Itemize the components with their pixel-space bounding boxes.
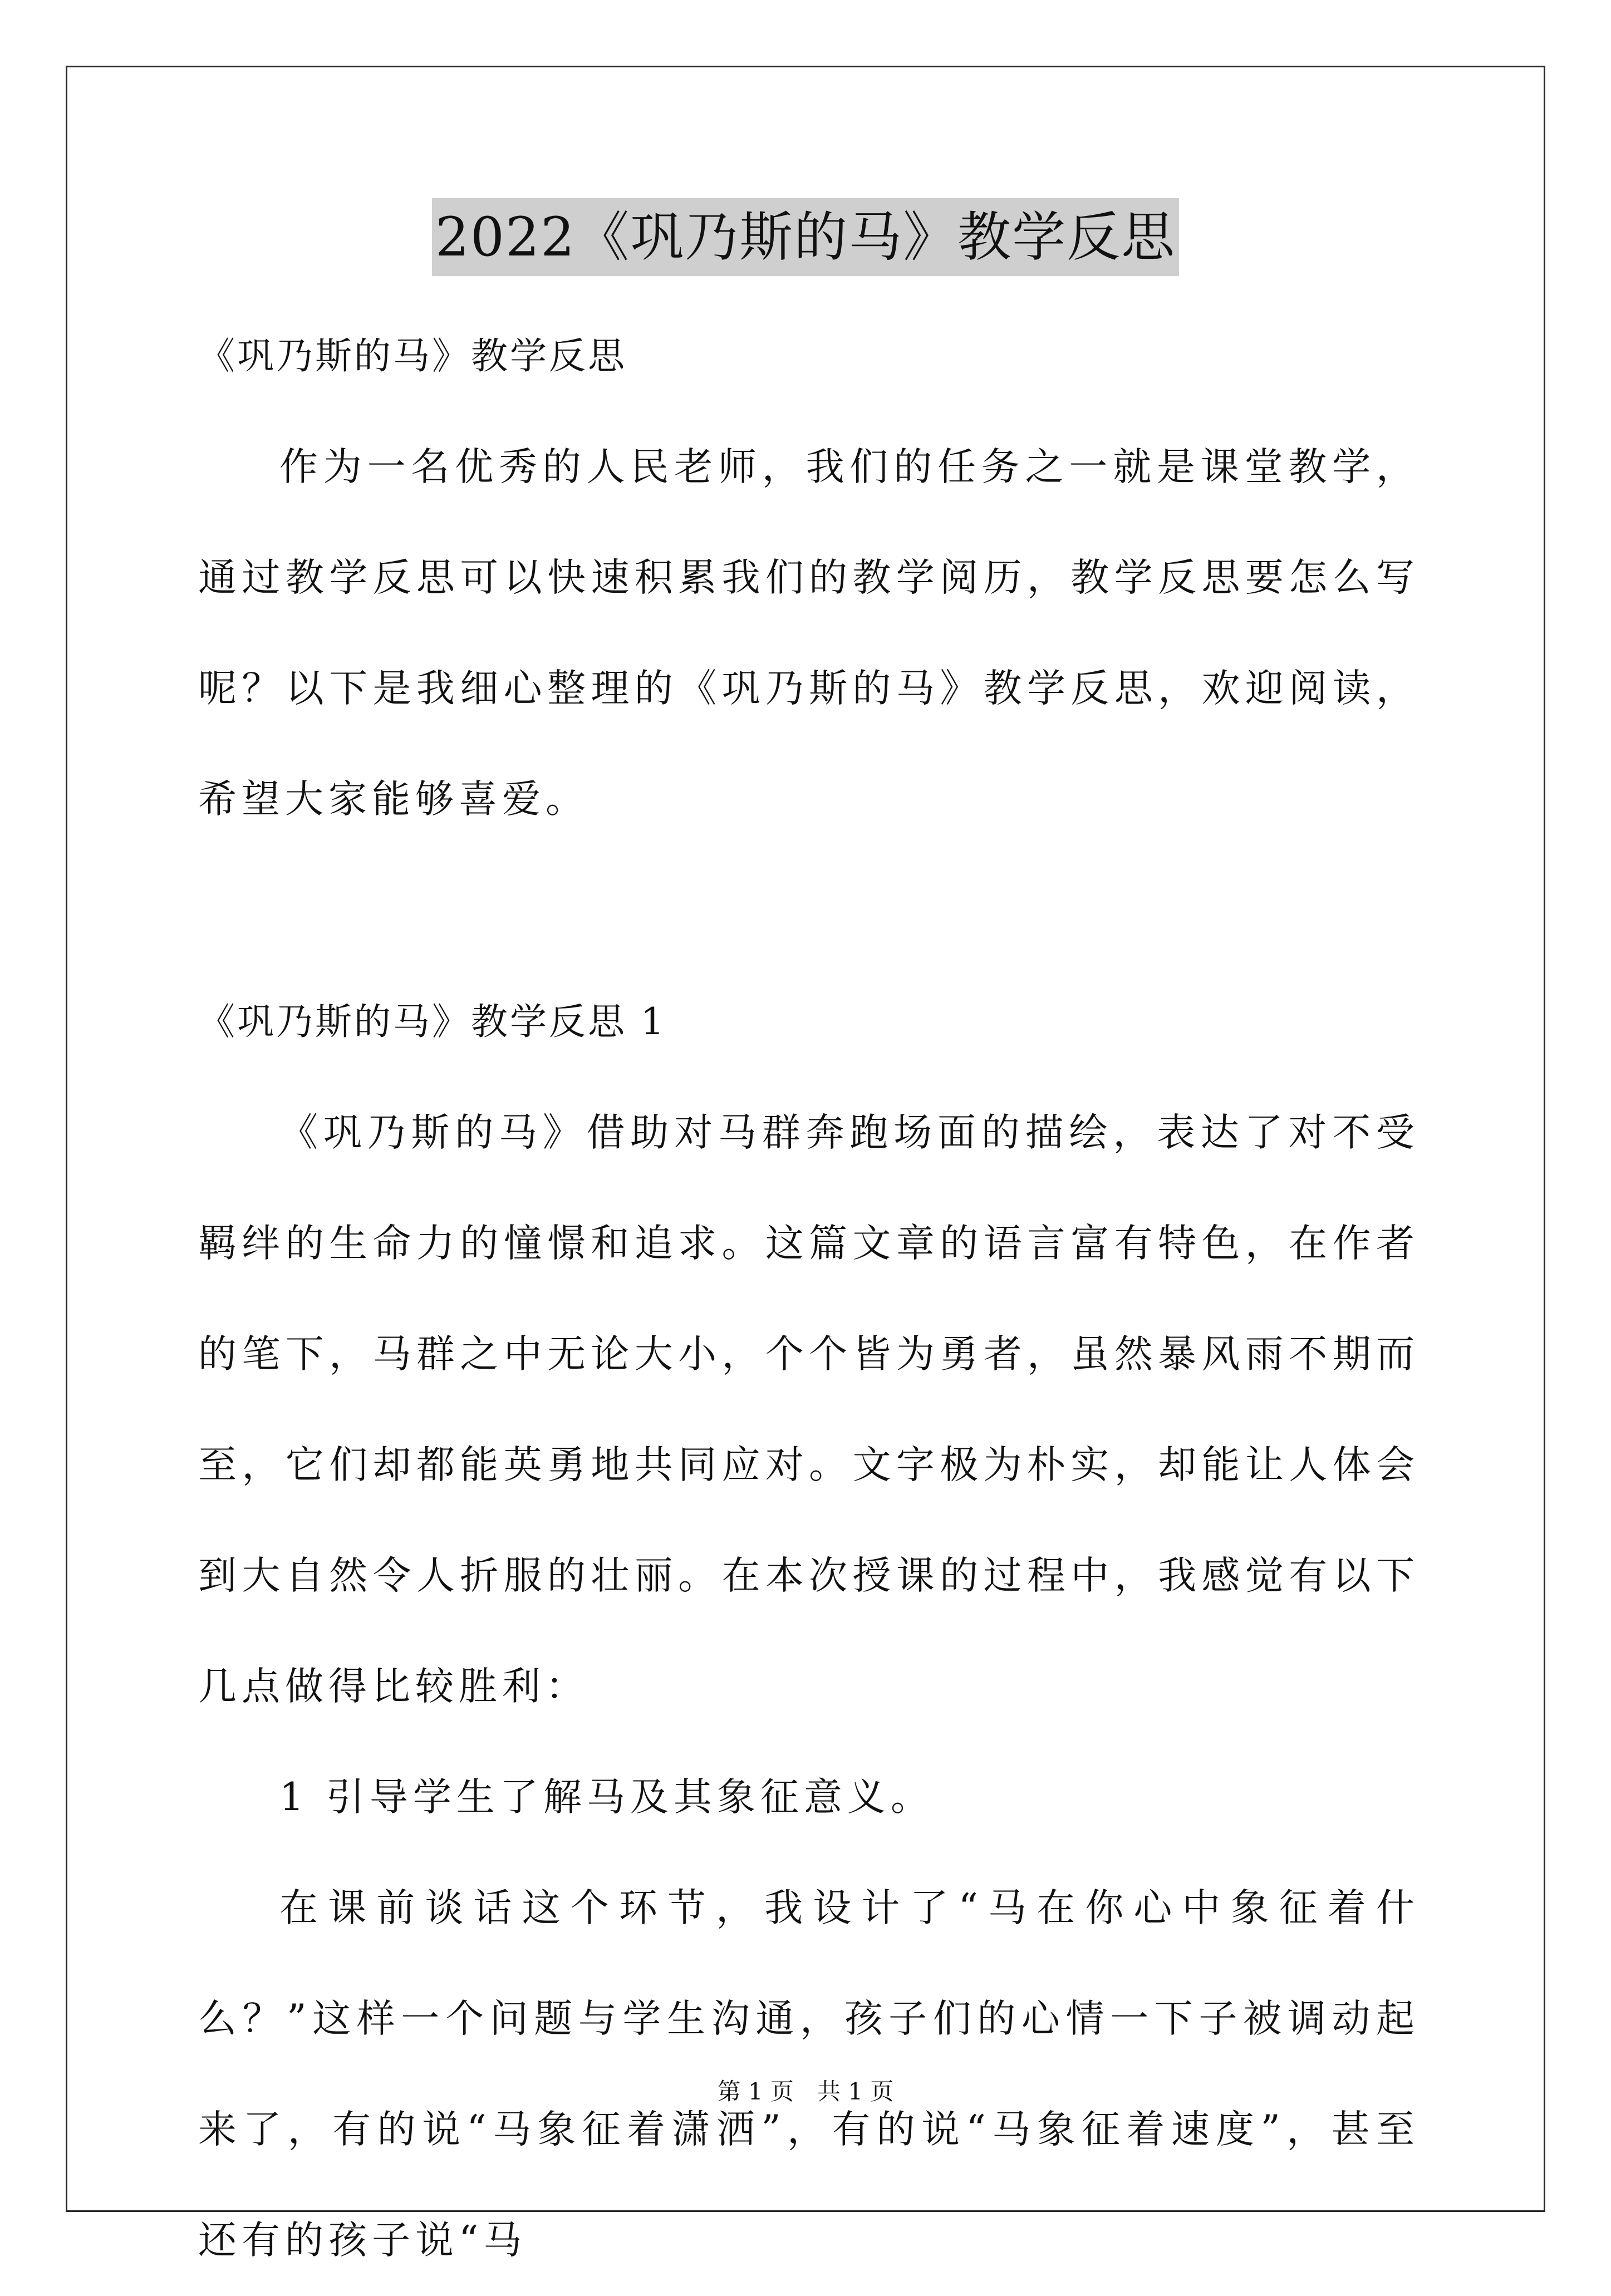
document-subtitle: 《巩乃斯的马》教学反思 [198, 335, 627, 377]
section-1-paragraph-2: 1 引导学生了解马及其象征意义。 [279, 1775, 934, 1820]
document-title: 2022《巩乃斯的马》教学反思 [432, 198, 1179, 276]
section-1-heading: 《巩乃斯的马》教学反思 1 [198, 1000, 666, 1043]
section-spacer [198, 855, 1420, 966]
document-body [198, 301, 1420, 2296]
section-1-paragraph-1: 《巩乃斯的马》借助对马群奔跑场面的描绘，表达了对不受羁绊的生命力的憧憬和追求。这篇文章的语言富有特色，在作者的笔下，马群之中无论大小，个个皆为勇者，虽然暴风雨不期而至，它们却都能英勇地共同应对。文字极为朴实，却能让人体会到大自然令人折服的壮丽。在本次授课的过程中，我感觉有以下几点做得比较胜利： [198, 1110, 1420, 1709]
section-1-paragraph-3: 在课前谈话这个环节，我设计了“马在你心中象征着什么？”这样一个问题与学生沟通，孩子们的心情一下子被调动起来了，有的说“马象征着潇洒”，有的说“马象征着速度”，甚至还有的孩子说“马 [198, 1886, 1420, 2263]
page-number-current: 第 1 页 [717, 2078, 794, 2105]
page-number-total: 共 1 页 [817, 2078, 894, 2105]
page-footer [0, 2075, 1611, 2108]
intro-paragraph: 作为一名优秀的人民老师，我们的任务之一就是课堂教学，通过教学反思可以快速积累我们的教学阅历，教学反思要怎么写呢？以下是我细心整理的《巩乃斯的马》教学反思，欢迎阅读，希望大家能够喜爱。 [198, 445, 1420, 822]
document-title-container [0, 198, 1611, 276]
